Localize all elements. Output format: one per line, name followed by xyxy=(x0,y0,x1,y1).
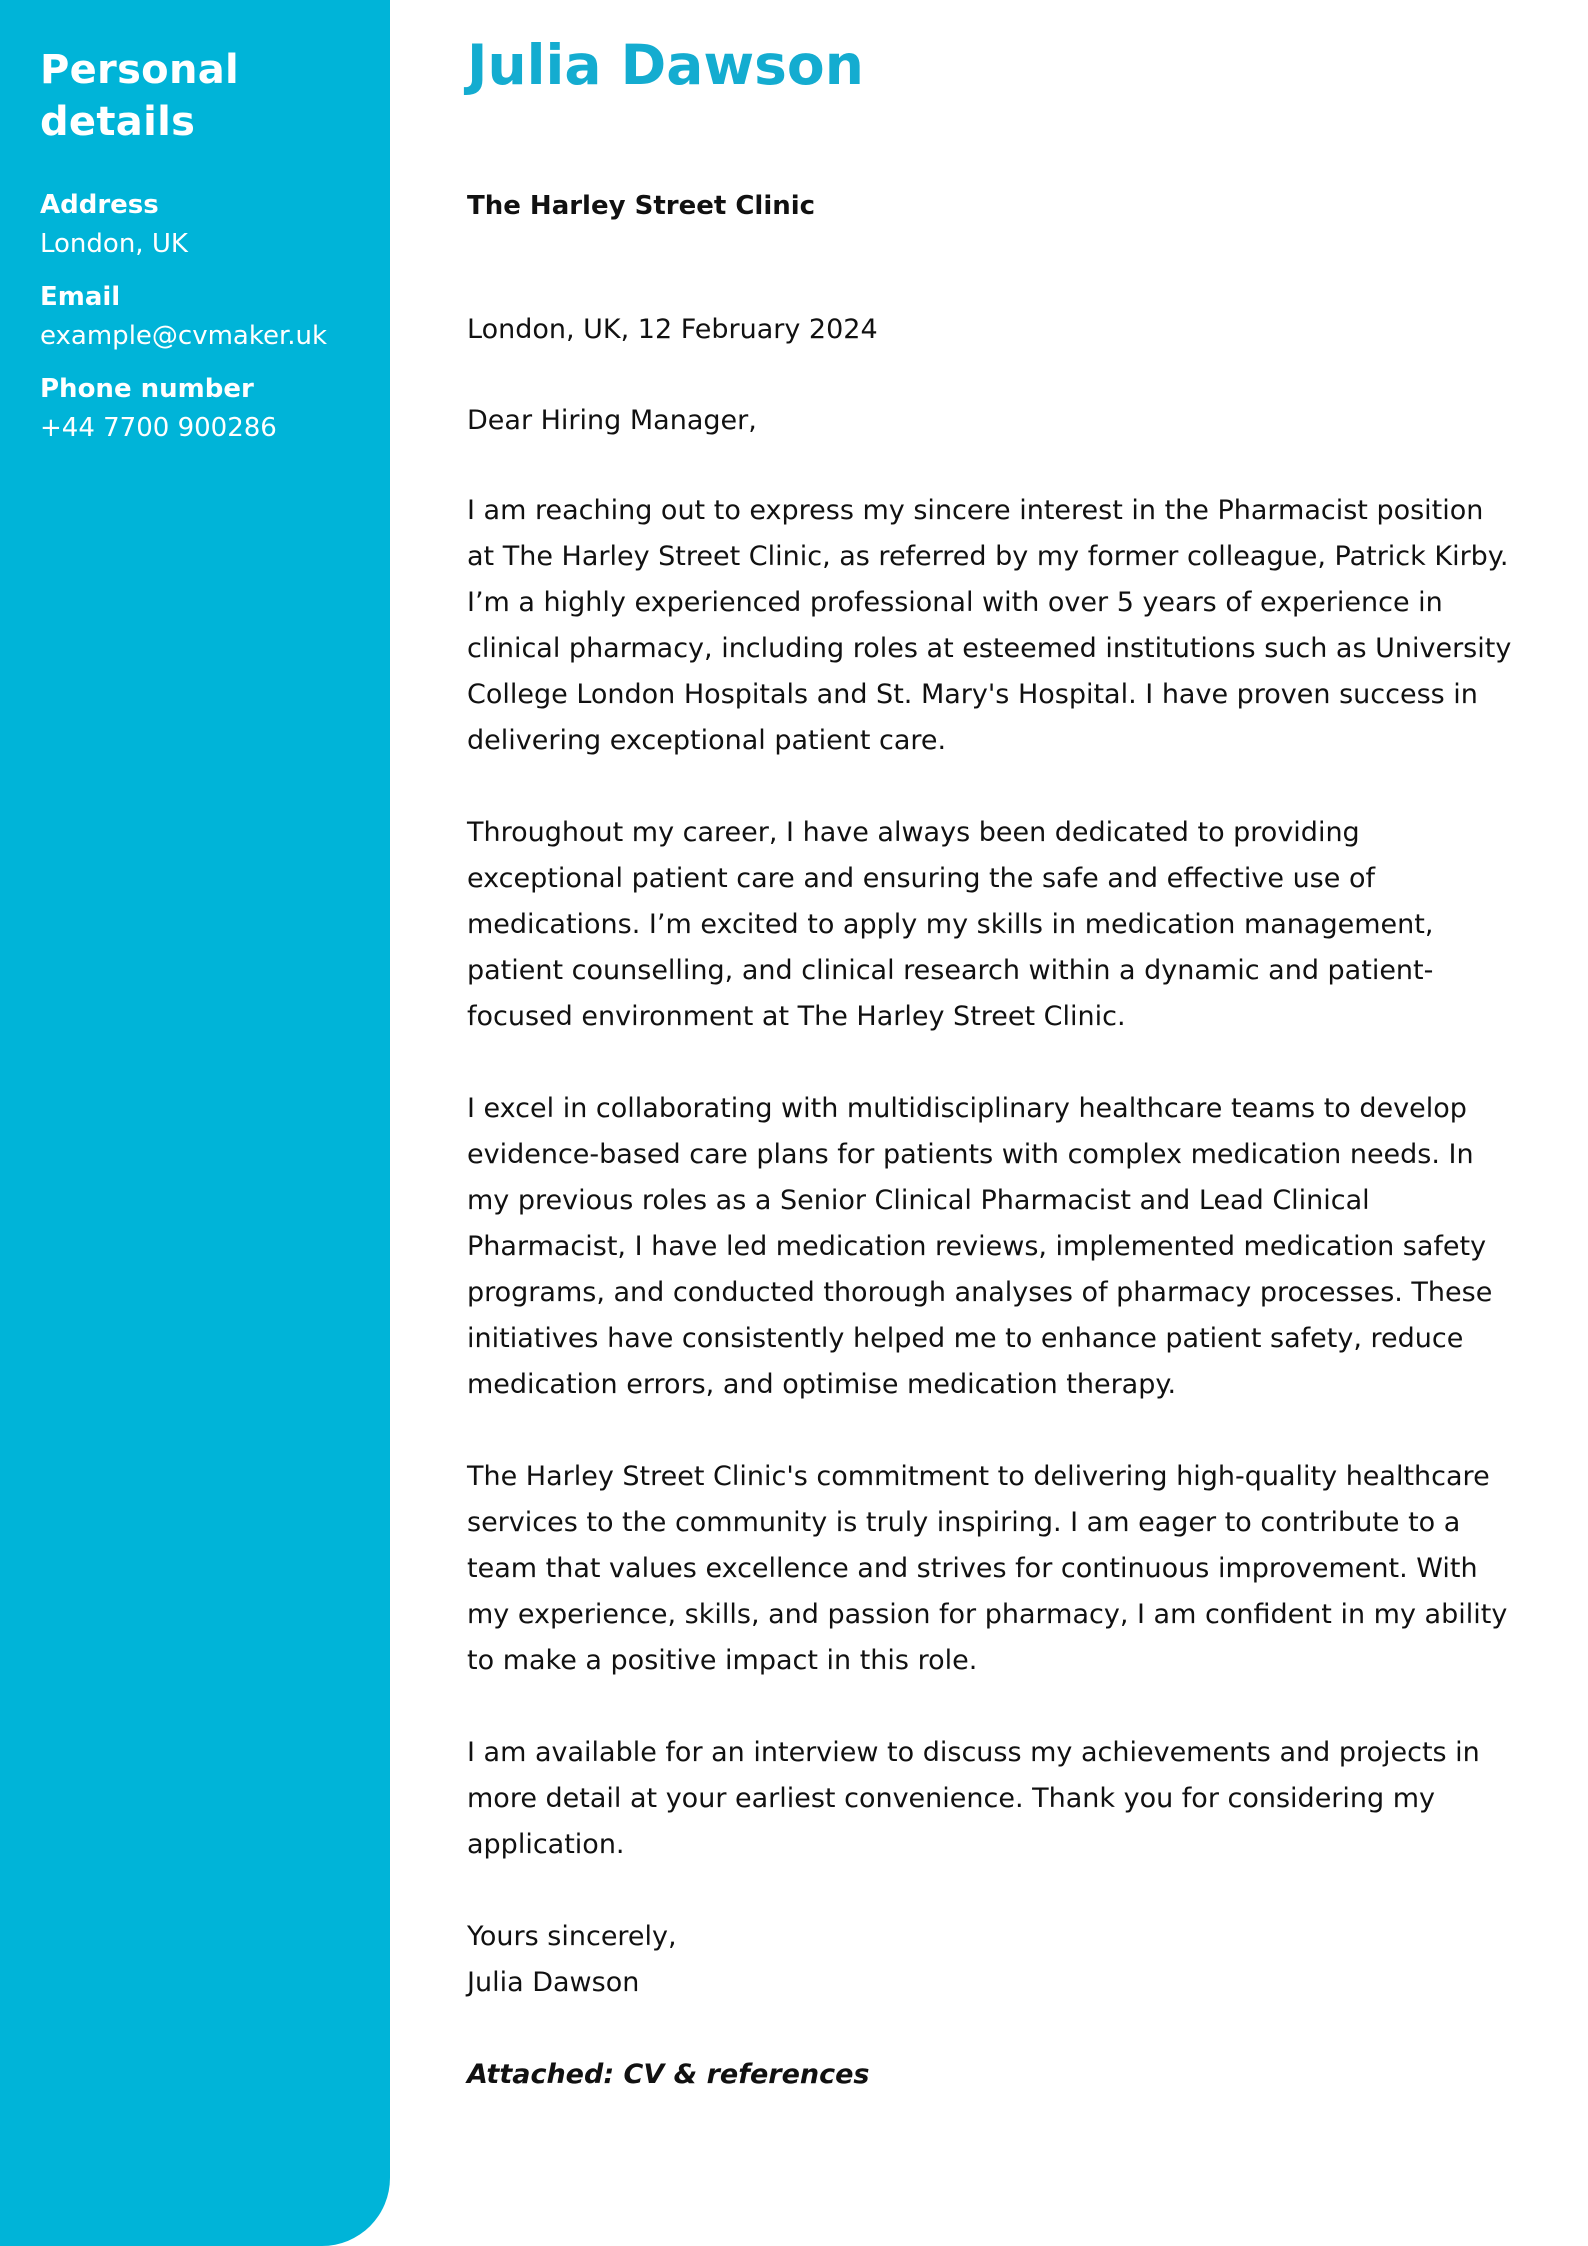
paragraph-introduction: I am reaching out to express my sincere interest in the Pharmacist position at The Harley Street Clinic, as referred by my former colleague, Patrick Kirby. I’m a highly experienced professional with over 5 years of experience in clinical pharmacy, including roles at esteemed institutions such as University College London Hospitals and St. Mary's Hospital. I have proven success in delivering exceptional patient care. xyxy=(467,495,1512,756)
address-label: Address xyxy=(40,190,159,220)
sidebar-title: Personal details xyxy=(40,47,240,145)
phone-value: +44 7700 900286 xyxy=(40,413,277,443)
personal-details-sidebar xyxy=(0,0,390,2246)
paragraph-dedication: Throughout my career, I have always been dedicated to providing exceptional patient care and ensuring the safe and effective use of medications. I’m excited to apply my skills in medication management, patient counselling, and clinical research within a dynamic and patient-focused environment at The Harley Street Clinic. xyxy=(467,817,1434,1032)
paragraph-availability: I am available for an interview to discuss my achievements and projects in more detail at your earliest convenience. Thank you for considering my application. xyxy=(467,1737,1480,1860)
letter-body xyxy=(467,398,1517,2098)
salutation: Dear Hiring Manager, xyxy=(467,405,757,436)
email-value: example@cvmaker.uk xyxy=(40,321,328,351)
closing: Yours sincerely, xyxy=(467,1921,677,1952)
attachment-note: Attached: CV & references xyxy=(467,2059,870,2090)
recipient-name: The Harley Street Clinic xyxy=(467,191,816,221)
phone-detail xyxy=(40,372,350,446)
email-label: Email xyxy=(40,282,121,312)
email-detail xyxy=(40,280,350,354)
applicant-name: Julia Dawson xyxy=(467,33,864,97)
signature: Julia Dawson xyxy=(467,1967,640,1998)
paragraph-experience: I excel in collaborating with multidisciplinary healthcare teams to develop evidence-based care plans for patients with complex medication needs. In my previous roles as a Senior Clinical Pharmacist and Lead Clinical Pharmacist, I have led medication reviews, implemented medication safety programs, and conducted thorough analyses of pharmacy processes. These initiatives have consistently helped me to enhance patient safety, reduce medication errors, and optimise medication therapy. xyxy=(467,1093,1493,1400)
paragraph-motivation: The Harley Street Clinic's commitment to delivering high-quality healthcare services to the community is truly inspiring. I am eager to contribute to a team that values excellence and strives for continuous improvement. With my experience, skills, and passion for pharmacy, I am confident in my ability to make a positive impact in this role. xyxy=(467,1461,1508,1676)
letter-date: London, UK, 12 February 2024 xyxy=(467,314,878,345)
phone-label: Phone number xyxy=(40,374,254,404)
address-value: London, UK xyxy=(40,229,188,259)
address-detail xyxy=(40,188,350,262)
